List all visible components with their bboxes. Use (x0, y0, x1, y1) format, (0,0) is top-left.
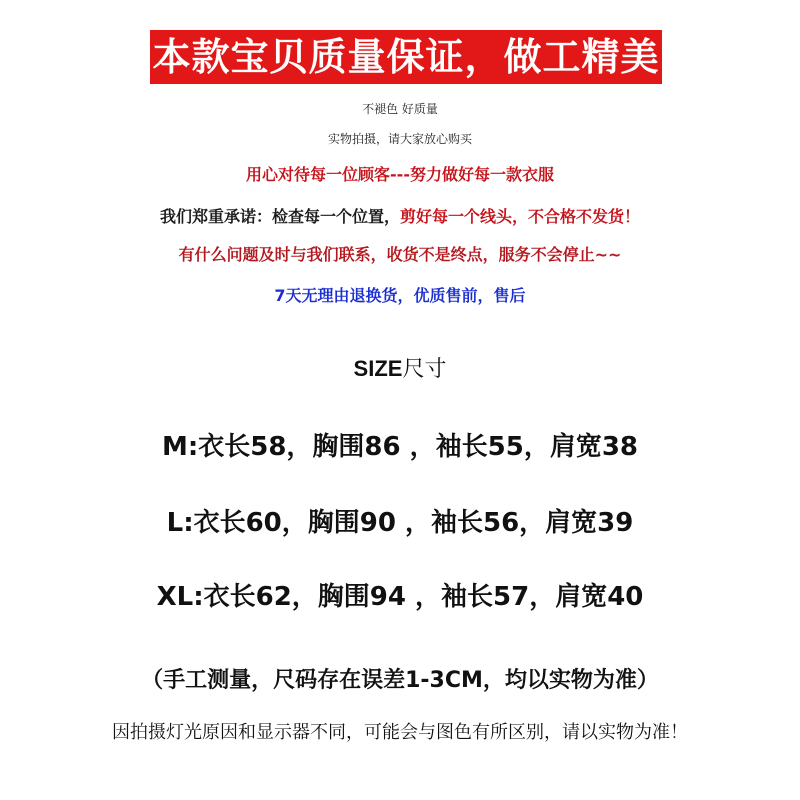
size-heading-en: SIZE (353, 356, 403, 381)
size-row-xl: XL:衣长62，胸围94 ，袖长57，肩宽40 (156, 582, 644, 612)
quality-banner: 本款宝贝质量保证，做工精美 (150, 30, 662, 84)
promise-threads: 剪好每一个线头，不合格不发货！ (400, 207, 641, 226)
return-policy-line: 7天无理由退换货，优质售前，售后 (274, 286, 526, 305)
tagline-real-photo: 实物拍摄，请大家放心购买 (327, 132, 472, 146)
promise-inspection: 我们郑重承诺：检查每一个位置， (159, 207, 400, 226)
color-disclaimer: 因拍摄灯光原因和显示器不同，可能会与图色有所区别，请以实物为准！ (112, 722, 688, 743)
tagline-color-quality: 不褪色 好质量 (362, 102, 438, 116)
size-heading-cn: 尺寸 (402, 357, 447, 382)
measurement-note: （手工测量，尺码存在误差1-3CM，均以实物为准） (141, 668, 659, 693)
size-heading (0, 352, 800, 383)
contact-service-line: 有什么问题及时与我们联系，收货不是终点，服务不会停止~~ (178, 245, 622, 264)
size-row-m: M:衣长58，胸围86 ，袖长55，肩宽38 (161, 432, 639, 462)
slogan-customer-care: 用心对待每一位顾客---努力做好每一款衣服 (246, 165, 554, 184)
size-row-l: L:衣长60，胸围90 ，袖长56，肩宽39 (166, 508, 634, 538)
promise-line (0, 204, 800, 227)
